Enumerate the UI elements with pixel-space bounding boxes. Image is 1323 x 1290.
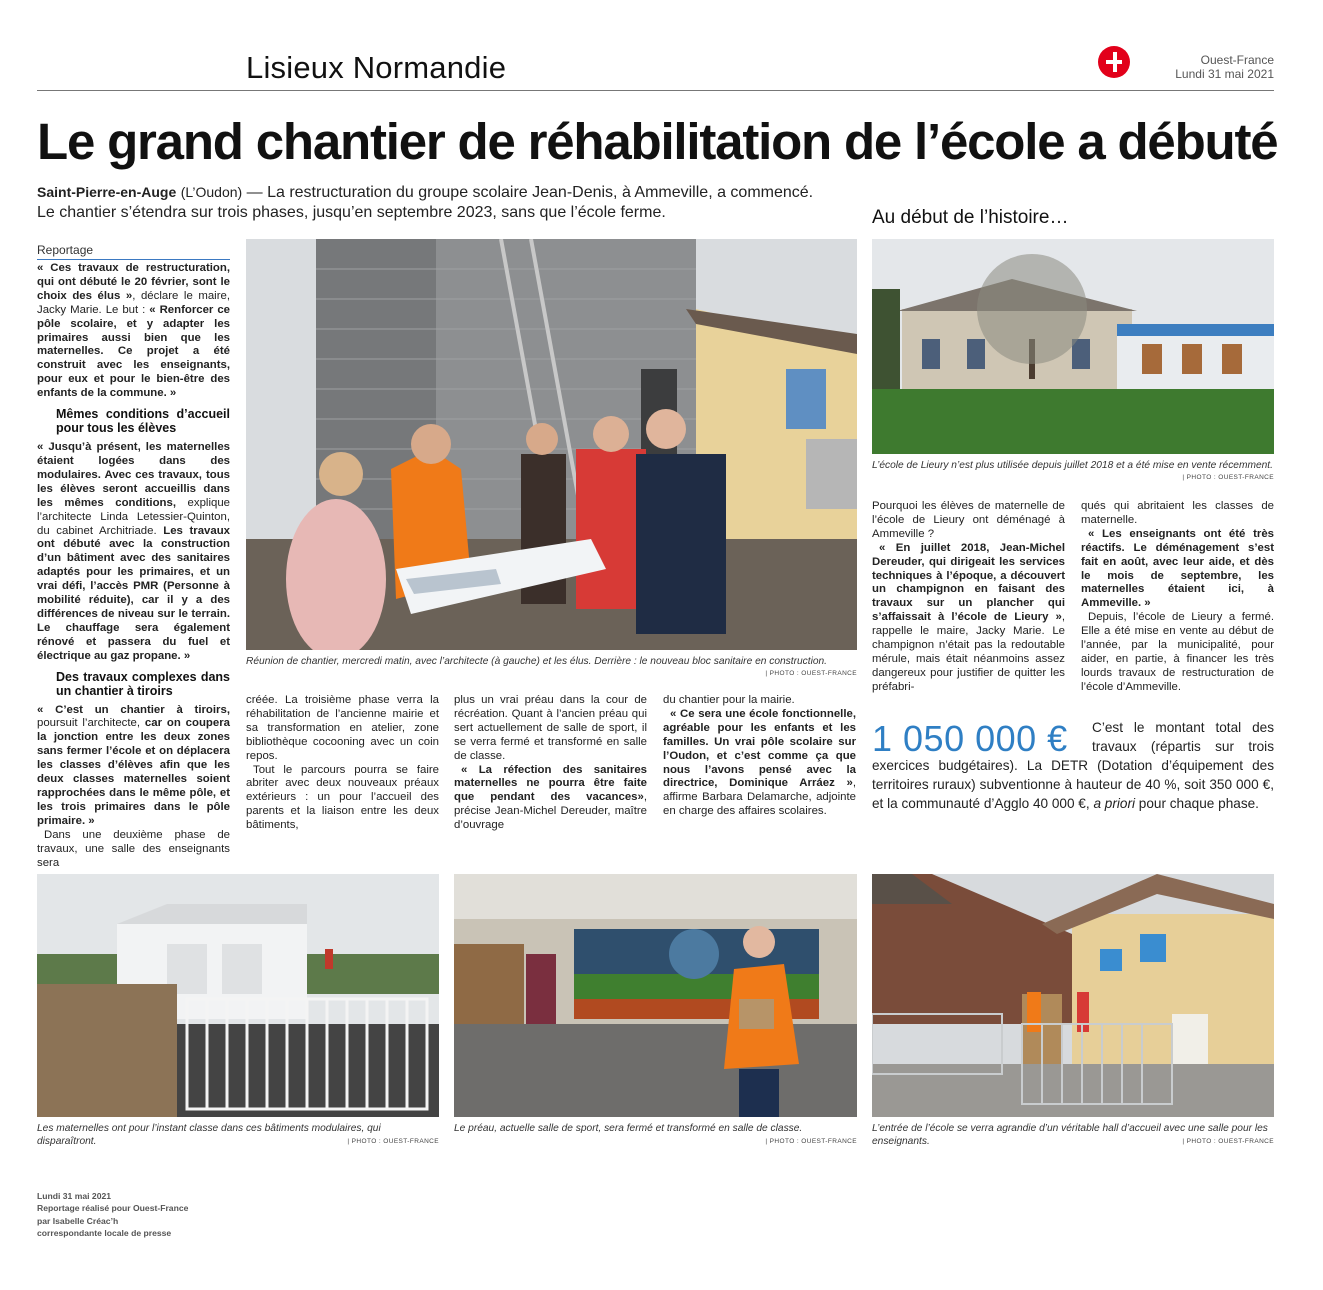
- photo-modular-buildings: [37, 874, 439, 1117]
- photo-preau-sports-hall: [454, 874, 857, 1117]
- quote-text: « La réfection des sanitaires maternelles ne pourra être faite que pendant des vacances»: [454, 763, 647, 804]
- paragraph: plus un vrai préau dans la cour de récréation. Quant à l’ancien préau qui sert actuellement de salle de sport, il se verra fermé et transformé en salle de classe.: [454, 694, 647, 762]
- sidebar-title: Au début de l’histoire…: [872, 207, 1069, 228]
- sidebar-photo-caption: L’école de Lieury n’est plus utilisée depuis juillet 2018 et a été mise en vente récemment.: [872, 460, 1273, 471]
- photo-credit: | PHOTO : OUEST-FRANCE: [347, 1138, 439, 1145]
- text-column-4: [663, 694, 856, 819]
- rubric-divider: [37, 259, 230, 260]
- paragraph: du chantier pour la mairie.: [663, 694, 795, 706]
- body-text: , affirme Barbara Delamarche, adjointe en charge des affaires scolaires.: [663, 777, 856, 818]
- quote-text: « C’est un chantier à tiroirs,: [37, 703, 230, 716]
- photo-credit: | PHOTO : OUEST-FRANCE: [1182, 474, 1274, 481]
- quote-text: « Ces travaux de restructuration, qui ont débuté le 20 février, sont le choix des élus »: [37, 262, 230, 302]
- paragraph: [663, 708, 856, 819]
- sidebar-column-2: [1081, 500, 1274, 695]
- footer-line: Reportage réalisé pour Ouest-France: [37, 1203, 189, 1214]
- paragraph: [37, 441, 230, 664]
- footer-date: Lundi 31 mai 2021: [37, 1191, 112, 1201]
- rubric-label: Reportage: [37, 243, 94, 257]
- paragraph: Pourquoi les élèves de maternelle de l’école de Lieury ont déménagé à Ammeville ?: [872, 500, 1065, 540]
- body-text: , déclare le maire, Jacky Marie. Le but :: [37, 289, 230, 316]
- quote-text: « Renforcer ce pôle scolaire, et y adapter les primaires aussi bien que les maternelles. Ce projet a été construit avec les enseignants, pour eux et pour le bien-être des enfants de la commune. »: [37, 303, 231, 400]
- intertitle: Mêmes conditions d’accueil pour tous les élèves: [56, 407, 230, 436]
- footer-role: correspondante locale de presse: [37, 1227, 172, 1238]
- body-text: explique l’architecte Linda Letessier-Quinton, du cabinet Architriade.: [37, 496, 230, 537]
- amount-body-end: pour chaque phase.: [1135, 796, 1259, 812]
- photo-school-entrance: [872, 874, 1274, 1117]
- paragraph: [1081, 528, 1274, 611]
- photo-credit: | PHOTO : OUEST-FRANCE: [765, 1138, 857, 1145]
- paragraph: qués qui abritaient les classes de maternelle.: [1081, 500, 1274, 526]
- quote-text: « En juillet 2018, Jean-Michel Dereuder, qui dirigeait les services techniques à l’époque, a découvert un champignon en faisant des travaux sur un plancher qui s’affaissait à l’école de Lieury »: [872, 541, 1065, 624]
- paragraph: [872, 542, 1065, 695]
- text-column-3: [454, 694, 647, 833]
- masthead: [1140, 53, 1274, 81]
- paragraph: Tout le parcours pourra se faire abriter avec deux nouveaux préaux extérieurs : un pour l’accueil des parents et la liaison entre les deux bâtiments,: [246, 763, 439, 832]
- quote-text: car on coupera la jonction entre les deux zones sans fermer l’école et on déplacera les classes d’élèves afin que les deux classes maternelles soient rapprochées dans le même pôle, et les trois primaires dans le pôle primaire. »: [37, 717, 230, 827]
- main-photo-site-meeting: [246, 239, 857, 650]
- main-photo-caption: Réunion de chantier, mercredi matin, avec l’architecte (à gauche) et les élus. Derrière : le nouveau bloc sanitaire en construction.: [246, 656, 827, 667]
- footer-note: [37, 1190, 297, 1239]
- paragraph: Depuis, l’école de Lieury a fermé. Elle a été mise en vente au début de l’année, par la municipalité, pour aider, en partie, à financer les très lourds travaux de restructuration de l’école d’Ammeville.: [1081, 611, 1274, 693]
- issue-date: Lundi 31 mai 2021: [1175, 67, 1274, 81]
- quote-text: « Jusqu’à présent, les maternelles étaient logées dans des modulaires. Avec ces travaux, tous les élèves seront accueillis dans les mêmes conditions,: [37, 441, 230, 509]
- article-headline: Le grand chantier de réhabilitation de l’école a débuté: [37, 113, 1278, 170]
- body-text: , rappelle le maire, Jacky Marie. Le champignon n’était pas la redoutable mérule, mais était néanmoins assez dangereux pour justifier de quitter les préfabri-: [872, 611, 1065, 693]
- body-text: poursuit l’architecte,: [37, 717, 145, 730]
- quote-text: « Les enseignants ont été très réactifs. Le déménagement s’est fait en août, avec leur aide, et dès le mois de septembre, les maternelles étaient ici, à Ammeville. »: [1081, 527, 1274, 610]
- bottom-photo-caption-1: Les maternelles ont pour l’instant classe dans ces bâtiments modulaires, qui disparaîtront.: [37, 1123, 381, 1147]
- bottom-photo-caption-2: Le préau, actuelle salle de sport, sera fermé et transformé en salle de classe.: [454, 1123, 803, 1134]
- body-text: , précise Jean-Michel Dereuder, maître d’ouvrage: [454, 791, 647, 832]
- header-divider: [37, 90, 1274, 91]
- paragraph: [454, 764, 647, 834]
- text-column-1: [37, 262, 230, 870]
- amount-figure: 1 050 000 €: [872, 718, 1068, 759]
- photo-credit: | PHOTO : OUEST-FRANCE: [765, 670, 857, 677]
- amount-body: C’est le montant total des travaux (répartis sur trois exercices budgétaires). La DETR (Dotation d’équipement des territoires ruraux) subventionne à hauteur de 40 %, soit 350 000 €, et la communauté d’Agglo 40 000 €,: [872, 720, 1274, 812]
- sidebar-photo-lieury-school: [872, 239, 1274, 454]
- sidebar-column-1: [872, 500, 1065, 695]
- article-lead: [37, 182, 827, 223]
- lead-text: — La restructuration du groupe scolaire Jean-Denis, à Ammeville, a commencé. Le chantier s’étendra sur trois phases, jusqu’en septembre 2023, sans que l’école ferme.: [37, 184, 814, 221]
- paragraph: [37, 262, 230, 401]
- paragraph: créée. La troisième phase verra la réhabilitation de l’ancienne mairie et sa transformation en atelier, zone bibliothèque cocooning avec un coin repos.: [246, 694, 439, 762]
- ouest-france-logo-icon: [1098, 46, 1130, 78]
- amount-italic: a priori: [1093, 796, 1135, 812]
- photo-credit: | PHOTO : OUEST-FRANCE: [1182, 1138, 1274, 1145]
- footer-author: par Isabelle Créac’h: [37, 1215, 119, 1226]
- paragraph: Dans une deuxième phase de travaux, une salle des enseignants sera: [37, 828, 230, 869]
- quote-text: « Ce sera une école fonctionnelle, agréable pour les enfants et les familles. Un vrai pôle scolaire sur l’Oudon, et c’est comme ça que nous l’avons pensé avec la directrice, Dominique Arráez »: [663, 707, 856, 790]
- paragraph: [37, 704, 230, 829]
- intertitle: Des travaux complexes dans un chantier à tiroirs: [56, 669, 230, 698]
- paper-name: Ouest-France: [1200, 53, 1274, 67]
- text-column-2: [246, 694, 439, 833]
- lead-subplace: (L’Oudon): [180, 184, 243, 200]
- quote-text: Les travaux ont débuté avec la construction d’un bâtiment avec des sanitaires adaptés pour les primaires, et un vrai défi, l’accès PMR (Personne à mobilité réduite), car il y a des différences de niveau sur le terrain. Le chauffage sera également rénové et passera du fuel et électrique au gaz propane. »: [37, 524, 230, 662]
- lead-place: Saint-Pierre-en-Auge: [37, 184, 177, 200]
- bottom-photo-caption-3: L’entrée de l’école se verra agrandie d’un véritable hall d’accueil avec une salle pour les enseignants.: [872, 1123, 1268, 1147]
- section-title: Lisieux Normandie: [246, 50, 507, 85]
